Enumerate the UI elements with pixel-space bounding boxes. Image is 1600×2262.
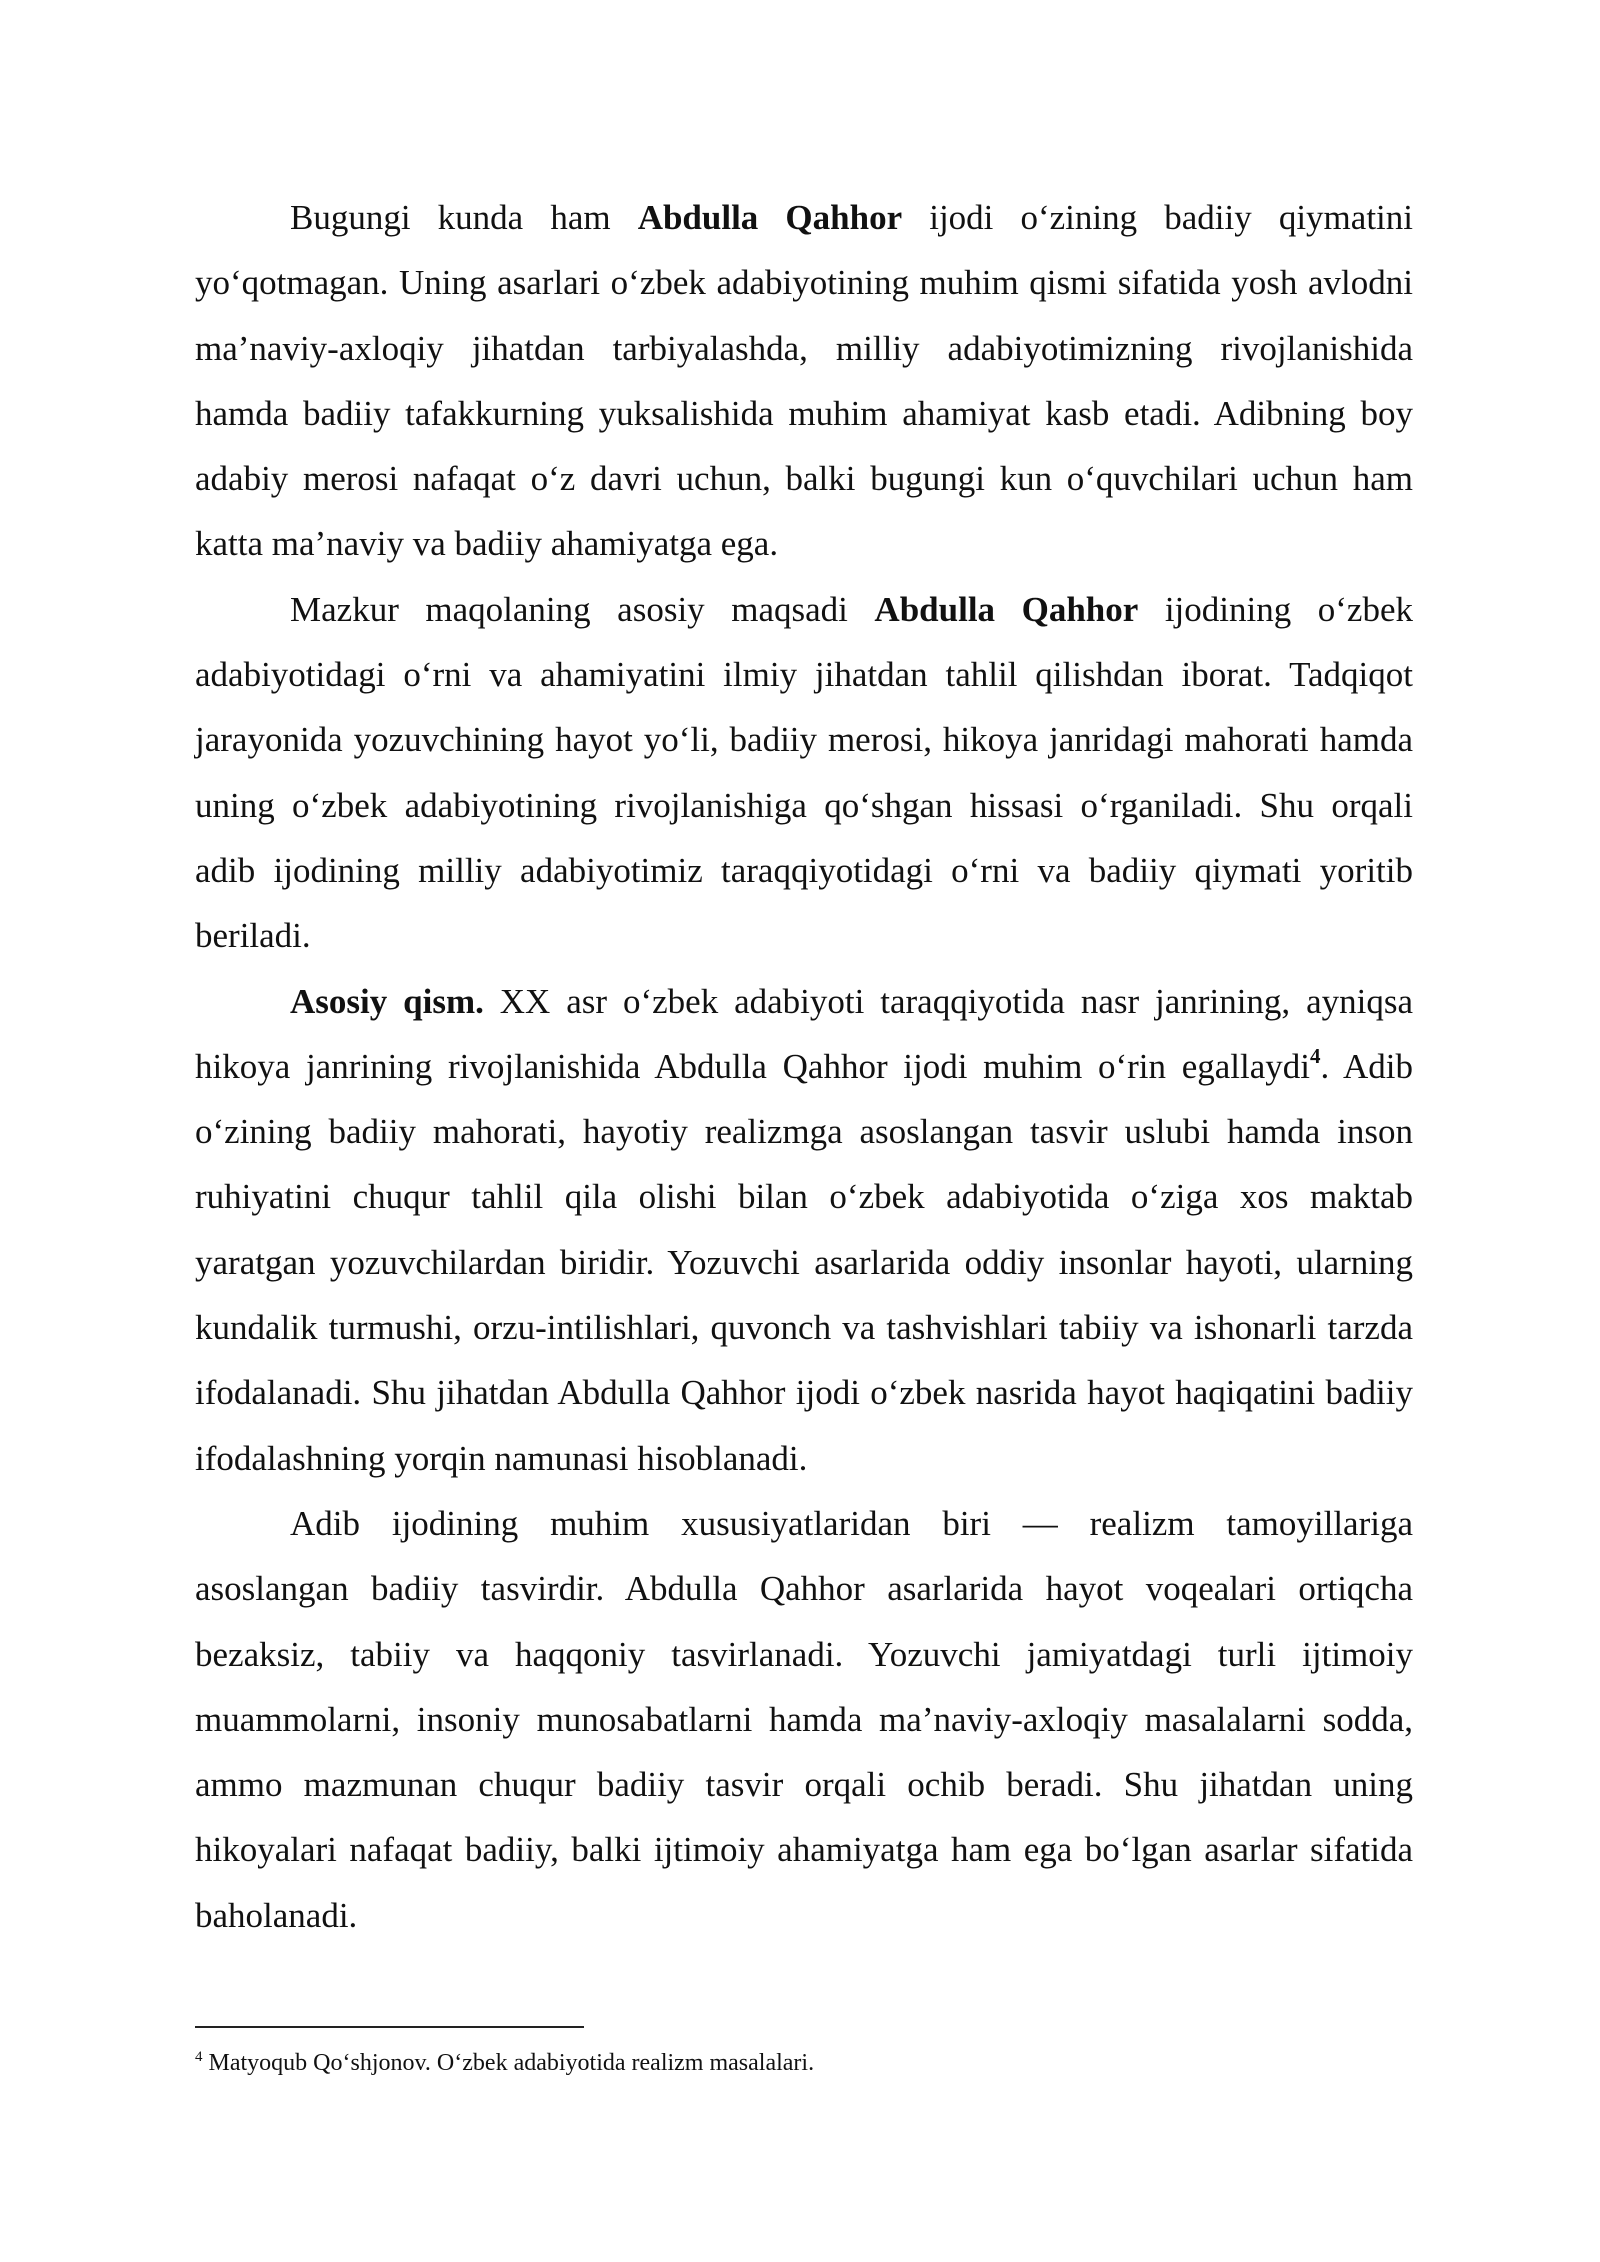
- paragraph-text: XX asr o‘zbek adabiyoti taraqqiyotida nasr janrining, ayniqsa hikoya janrining rivojlanishida Abdulla Qahhor ijodi muhim o‘rin egallaydi: [195, 981, 1413, 1086]
- author-name-bold: Abdulla Qahhor: [874, 589, 1139, 629]
- paragraph-intro: [195, 185, 1413, 577]
- body-text: [195, 185, 1413, 1948]
- footnote-text: Matyoqub Qo‘shjonov. O‘zbek adabiyotida realizm masalalari.: [202, 2050, 815, 2076]
- paragraph-main-part: [195, 969, 1413, 1491]
- paragraph-text: ijodi o‘zining badiiy qiymatini yo‘qotmagan. Uning asarlari o‘zbek adabiyotining muhim qismi sifatida yosh avlodni ma’naviy-axloqiy jihatdan tarbiyalashda, milliy adabiyotimizning rivojlanishida hamda badiiy tafakkurning yuksalishida muhim ahamiyat kasb etadi. Adibning boy adabiy merosi nafaqat o‘z davri uchun, balki bugungi kun o‘quvchilari uchun ham katta ma’naviy va badiiy ahamiyatga ega.: [195, 198, 1413, 564]
- footnote-mark: 4: [195, 2049, 203, 2065]
- author-name-bold: Abdulla Qahhor: [637, 198, 903, 237]
- paragraph-text: Bugungi kunda ham: [290, 198, 638, 237]
- paragraph-text: . Adib o‘zining badiiy mahorati, hayotiy realizmga asoslangan tasvir uslubi hamda inson ruhiyatini chuqur tahlil qila olishi bilan o‘zbek adabiyotida o‘ziga xos maktab yaratgan yozuvchilardan biridir. Yozuvchi asarlarida oddiy insonlar hayoti, ularning kundalik turmushi, orzu-intilishlari, quvonch va tashvishlari tabiiy va ishonarli tarzda ifodalanadi. Shu jihatdan Abdulla Qahhor ijodi o‘zbek nasrida hayot haqiqatini badiiy ifodalashning yorqin namunasi hisoblanadi.: [195, 1046, 1413, 1478]
- paragraph-text: Mazkur maqolaning asosiy maqsadi: [290, 589, 875, 629]
- footnote: [195, 2048, 1413, 2078]
- section-heading-inline: Asosiy qism.: [290, 981, 484, 1021]
- paragraph-realism: [195, 1491, 1413, 1948]
- footnote-reference[interactable]: 4: [1309, 1043, 1321, 1068]
- paragraph-text: ijodining o‘zbek adabiyotidagi o‘rni va ahamiyatini ilmiy jihatdan tahlil qilishdan iborat. Tadqiqot jarayonida yozuvchining hayot yo‘li, badiiy merosi, hikoya janridagi mahorati hamda uning o‘zbek adabiyotining rivojlanishiga qo‘shgan hissasi o‘rganiladi. Shu orqali adib ijodining milliy adabiyotimiz taraqqiyotidagi o‘rni va badiiy qiymati yoritib beriladi.: [195, 589, 1413, 956]
- footnote-separator: [195, 2026, 584, 2028]
- paragraph-purpose: [195, 577, 1413, 969]
- paragraph-text: Adib ijodining muhim xususiyatlaridan biri — realizm tamoyillariga asoslangan badiiy tasvirdir. Abdulla Qahhor asarlarida hayot voqealari ortiqcha bezaksiz, tabiiy va haqqoniy tasvirlanadi. Yozuvchi jamiyatdagi turli ijtimoiy muammolarni, insoniy munosabatlarni hamda ma’naviy-axloqiy masalalarni sodda, ammo mazmunan chuqur badiiy tasvir orqali ochib beradi. Shu jihatdan uning hikoyalari nafaqat badiiy, balki ijtimoiy ahamiyatga ham ega bo‘lgan asarlar sifatida baholanadi.: [195, 1503, 1413, 1935]
